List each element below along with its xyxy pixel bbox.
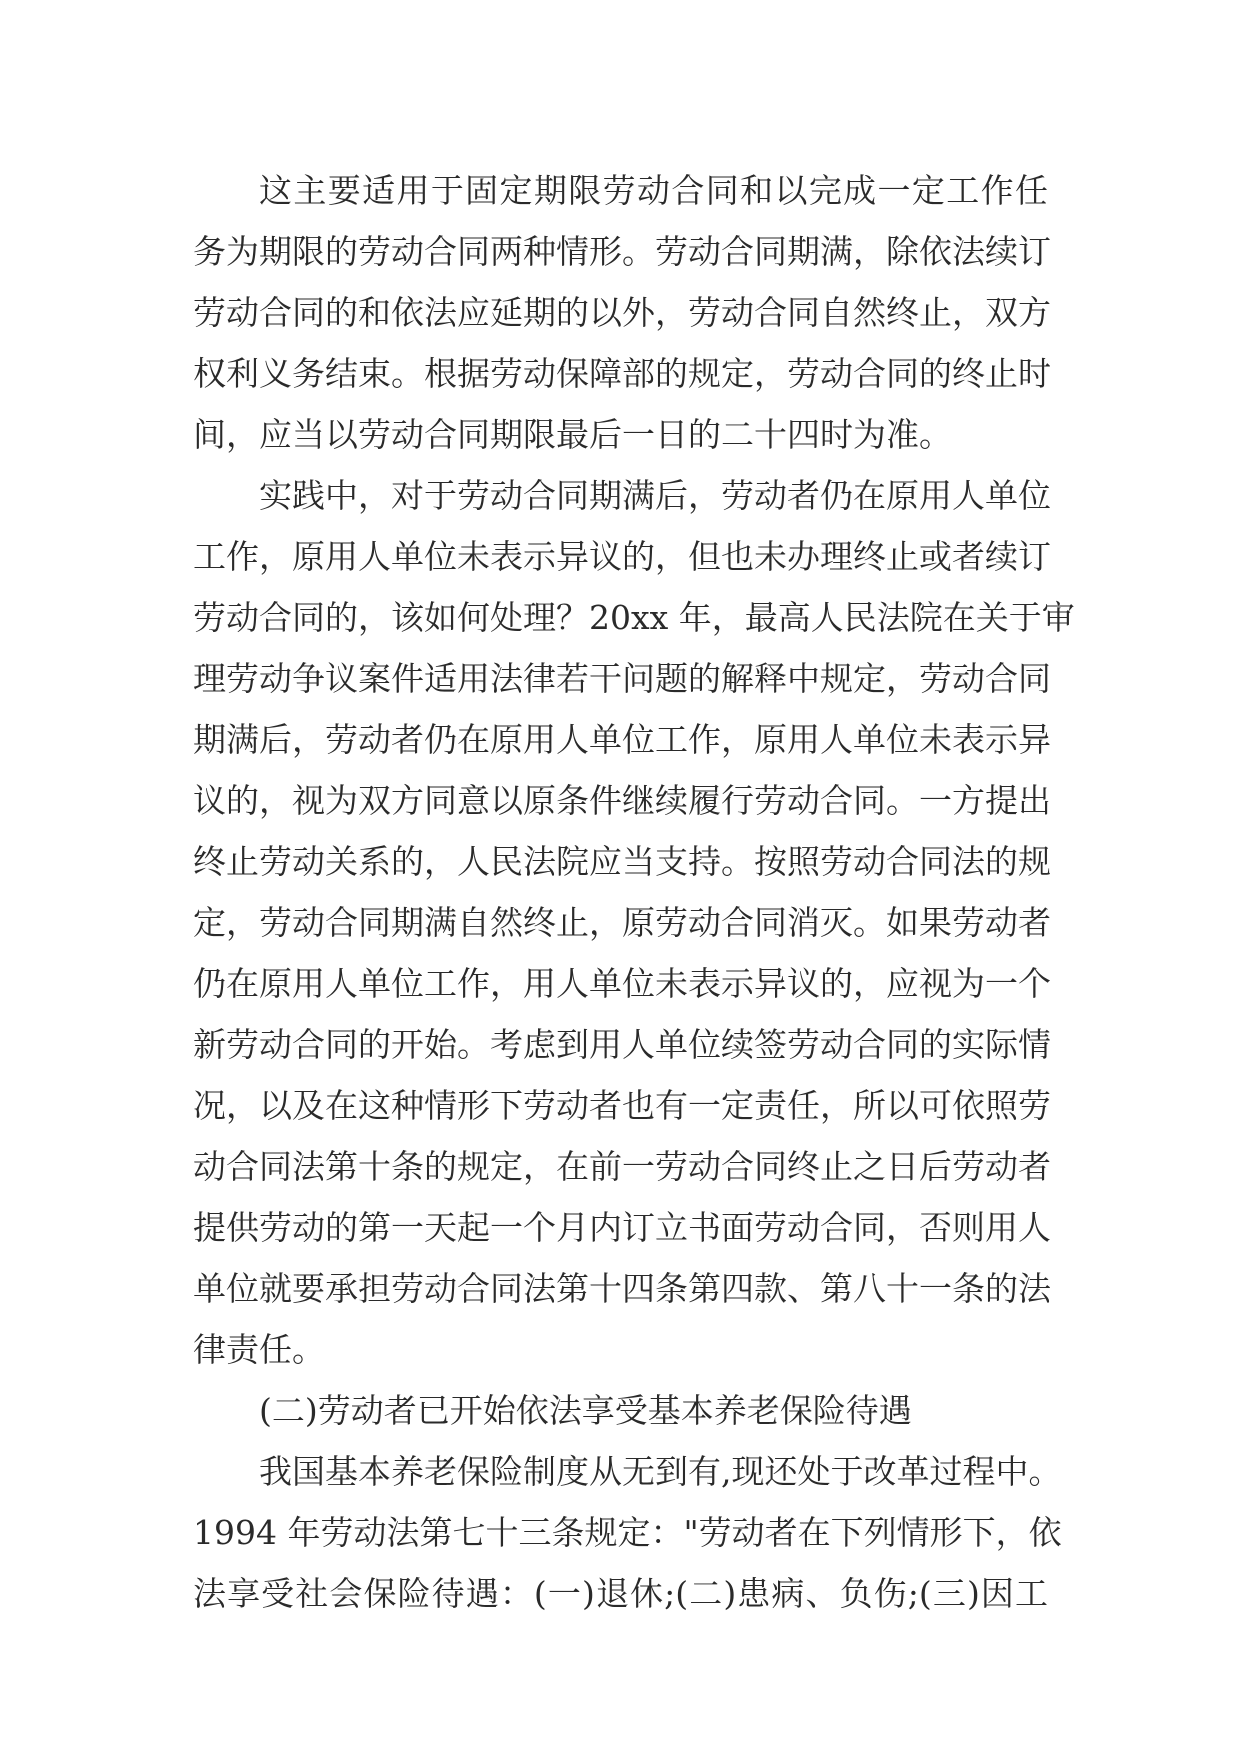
text-line: 议的，视为双方同意以原条件继续履行劳动合同。一方提出 [193,781,1051,820]
text-line: 劳动合同的，该如何处理？20xx 年，最高人民法院在关于审 [193,598,1075,637]
text-line: 动合同法第十条的规定，在前一劳动合同终止之日后劳动者 [193,1147,1051,1186]
text-line: 况，以及在这种情形下劳动者也有一定责任，所以可依照劳 [193,1086,1051,1125]
text-line: 劳动合同的和依法应延期的以外，劳动合同自然终止，双方 [193,293,1051,332]
text-line: 1994 年劳动法第七十三条规定："劳动者在下列情形下，依 [193,1513,1062,1552]
text-line: 期满后，劳动者仍在原用人单位工作，原用人单位未表示异 [193,720,1051,759]
text-line: 权利义务结束。根据劳动保障部的规定，劳动合同的终止时 [193,354,1051,393]
text-line: 法享受社会保险待遇：(一)退休;(二)患病、负伤;(三)因工 [193,1574,1048,1613]
text-line: 务为期限的劳动合同两种情形。劳动合同期满，除依法续订 [193,232,1051,271]
text-line: 新劳动合同的开始。考虑到用人单位续签劳动合同的实际情 [193,1025,1051,1064]
text-line: 我国基本养老保险制度从无到有,现还处于改革过程中。 [259,1452,1062,1491]
body-text [193,160,1075,1624]
text-line: 工作，原用人单位未表示异议的，但也未办理终止或者续订 [193,537,1051,576]
text-line: 这主要适用于固定期限劳动合同和以完成一定工作任 [259,171,1048,210]
text-line: 提供劳动的第一天起一个月内订立书面劳动合同，否则用人 [193,1208,1051,1247]
text-line: 间，应当以劳动合同期限最后一日的二十四时为准。 [193,415,952,454]
text-line: 理劳动争议案件适用法律若干问题的解释中规定，劳动合同 [193,659,1051,698]
text-line: 实践中，对于劳动合同期满后，劳动者仍在原用人单位 [259,476,1051,515]
text-line: 律责任。 [193,1330,325,1369]
text-line: 单位就要承担劳动合同法第十四条第四款、第八十一条的法 [193,1269,1051,1308]
text-line: 终止劳动关系的，人民法院应当支持。按照劳动合同法的规 [193,842,1051,881]
text-line: 定，劳动合同期满自然终止，原劳动合同消灭。如果劳动者 [193,903,1051,942]
text-line: 仍在原用人单位工作，用人单位未表示异议的，应视为一个 [193,964,1051,1003]
section-heading: (二)劳动者已开始依法享受基本养老保险待遇 [259,1391,912,1430]
